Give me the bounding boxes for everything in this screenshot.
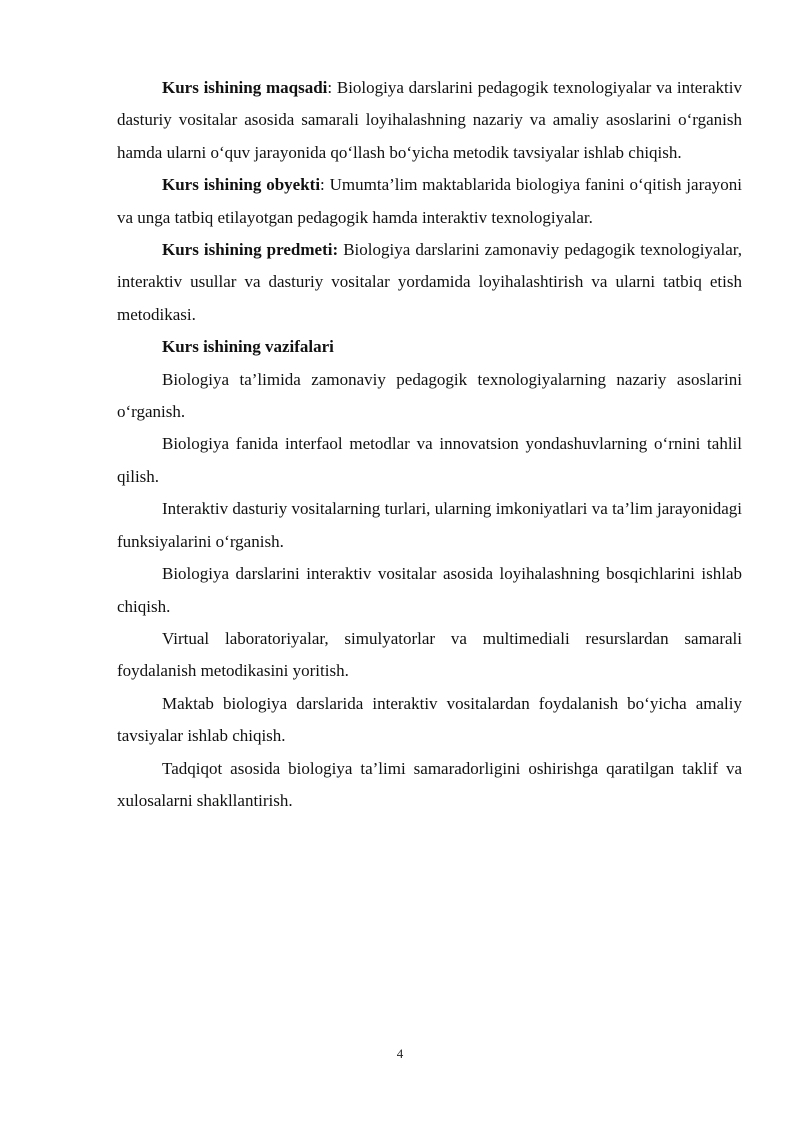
subject-label: Kurs ishining predmeti:	[162, 240, 339, 260]
goal-paragraph	[117, 72, 742, 169]
object-text: : Umumta’lim maktablarida biologiya fanini o‘qitish jarayoni va unga tatbiq etilayotgan pedagogik hamda interaktiv texnologiyalar.	[117, 175, 742, 227]
object-label: Kurs ishining obyekti	[162, 175, 321, 195]
goal-text: : Biologiya darslarini pedagogik texnologiyalar va interaktiv dasturiy vositalar asosida samarali loyihalashning nazariy va amaliy asoslarini o‘rganish hamda ularni o‘quv jarayonida qo‘llash bo‘yicha metodik tavsiyalar ishlab chiqish.	[117, 78, 743, 162]
task-item: Tadqiqot asosida biologiya ta’limi samaradorligini oshirishga qaratilgan taklif va xulosalarni shakllantirish.	[117, 758, 742, 810]
task-item: Maktab biologiya darslarida interaktiv vositalardan foydalanish bo‘yicha amaliy tavsiyalar ishlab chiqish.	[117, 693, 742, 746]
document-page	[117, 72, 742, 817]
task-item: Interaktiv dasturiy vositalarning turlari, ularning imkoniyatlari va ta’lim jarayonidagi funksiyalarini o‘rganish.	[117, 499, 742, 551]
task-item: Biologiya darslarini interaktiv vositalar asosida loyihalashning bosqichlarini ishlab chiqish.	[117, 564, 742, 616]
subject-text: Biologiya darslarini zamonaviy pedagogik texnologiyalar, interaktiv usullar va dasturiy vositalar yordamida loyihalashtirish va ularni tatbiq etish metodikasi.	[117, 240, 742, 324]
object-paragraph	[117, 169, 742, 234]
subject-paragraph	[117, 234, 742, 331]
task-item: Biologiya fanida interfaol metodlar va innovatsion yondashuvlarning o‘rnini tahlil qilish.	[117, 434, 742, 486]
goal-label: Kurs ishining maqsadi	[162, 78, 328, 97]
tasks-heading-label: Kurs ishining vazifalari	[162, 337, 334, 357]
task-item: Biologiya ta’limida zamonaviy pedagogik texnologiyalarning nazariy asoslarini o‘rganish.	[117, 369, 742, 422]
tasks-heading	[117, 331, 742, 363]
task-item: Virtual laboratoriyalar, simulyatorlar va multimediali resurslardan samarali foydalanish metodikasini yoritish.	[117, 628, 742, 681]
page-number: 4	[396, 1046, 404, 1061]
